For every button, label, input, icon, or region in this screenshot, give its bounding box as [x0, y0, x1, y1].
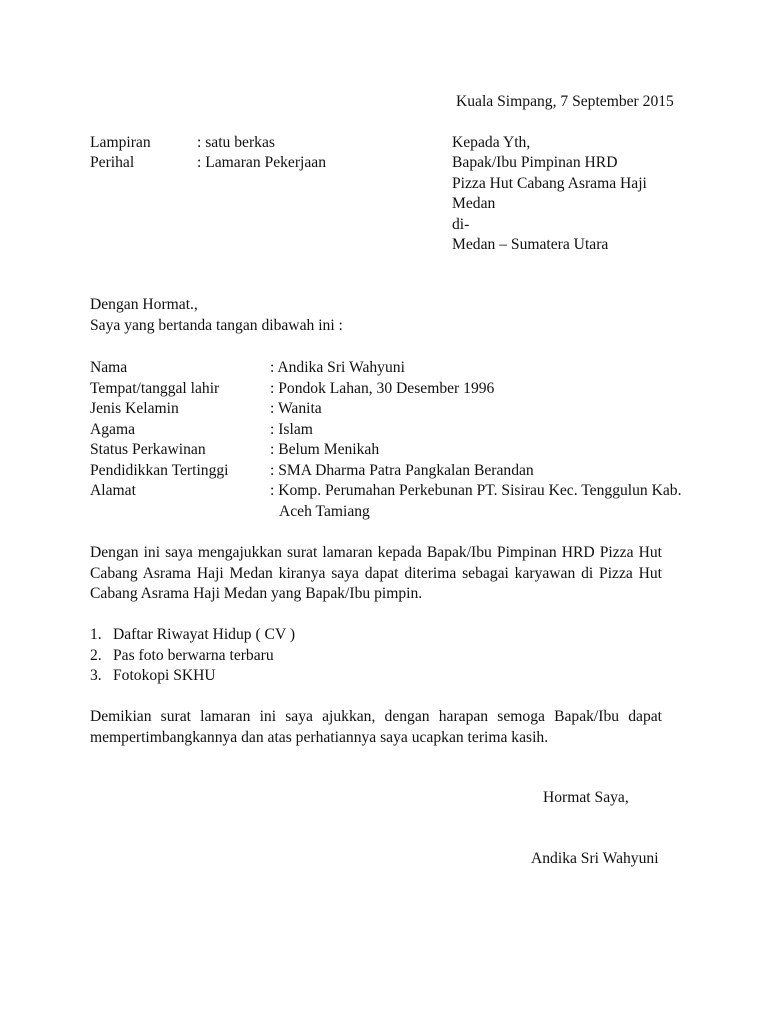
lampiran-value: : satu berkas: [197, 134, 275, 151]
field-value: : Islam: [270, 420, 313, 438]
recipient-line: di-: [452, 216, 470, 233]
field-label: Status Perkawinan: [90, 441, 206, 458]
field-label: Agama: [90, 420, 136, 438]
recipient-line: Pizza Hut Cabang Asrama Haji: [452, 175, 647, 192]
recipient-line: Bapak/Ibu Pimpinan HRD: [452, 154, 618, 171]
signoff: Hormat Saya,: [543, 789, 629, 806]
intro: Saya yang bertanda tangan dibawah ini :: [90, 317, 343, 334]
list-number: 3.: [90, 667, 102, 684]
field-value: : SMA Dharma Patra Pangkalan Berandan: [270, 461, 534, 479]
recipient-line: Kepada Yth,: [452, 134, 531, 151]
field-value: : Belum Menikah: [270, 441, 380, 458]
date-line: Kuala Simpang, 7 September 2015: [456, 93, 674, 110]
field-label: Jenis Kelamin: [90, 400, 179, 417]
field-label: Alamat: [90, 482, 136, 499]
field-label: Pendidikkan Tertinggi: [90, 461, 229, 479]
recipient-line: Medan – Sumatera Utara: [452, 236, 609, 253]
field-value-continued: Aceh Tamiang: [279, 503, 370, 520]
field-value: : Wanita: [270, 400, 322, 417]
list-number: 2.: [90, 647, 102, 664]
field-label: Tempat/tanggal lahir: [90, 379, 220, 397]
list-item: Fotokopi SKHU: [113, 667, 216, 684]
recipient-line: Medan: [452, 195, 496, 212]
greeting: Dengan Hormat.,: [90, 296, 198, 313]
perihal-label: Perihal: [90, 154, 135, 171]
signature-name: Andika Sri Wahyuni: [531, 850, 659, 867]
field-value: : Pondok Lahan, 30 Desember 1996: [270, 379, 495, 397]
perihal-value: : Lamaran Pekerjaan: [197, 154, 327, 171]
lampiran-label: Lampiran: [90, 134, 151, 151]
closing-paragraph: Demikian surat lamaran ini saya ajukkan, dengan harapan semoga Bapak/Ibu dapat mempertimbangkannya dan atas perhatiannya saya ucapkan terima kasih.: [90, 708, 662, 746]
field-value: : Andika Sri Wahyuni: [270, 359, 405, 376]
list-item: Pas foto berwarna terbaru: [113, 647, 274, 664]
body-paragraph: Dengan ini saya mengajukkan surat lamaran kepada Bapak/Ibu Pimpinan HRD Pizza Hut Cabang Asrama Haji Medan kiranya saya dapat diterima sebagai karyawan di Pizza Hut Cabang Asrama Haji Medan yang Bapak/Ibu pimpin.: [90, 544, 662, 602]
field-value: : Komp. Perumahan Perkebunan PT. Sisirau Kec. Tenggulun Kab.: [270, 482, 682, 499]
list-item: Daftar Riwayat Hidup ( CV ): [113, 626, 296, 643]
list-number: 1.: [90, 626, 102, 643]
field-label: Nama: [90, 359, 128, 376]
